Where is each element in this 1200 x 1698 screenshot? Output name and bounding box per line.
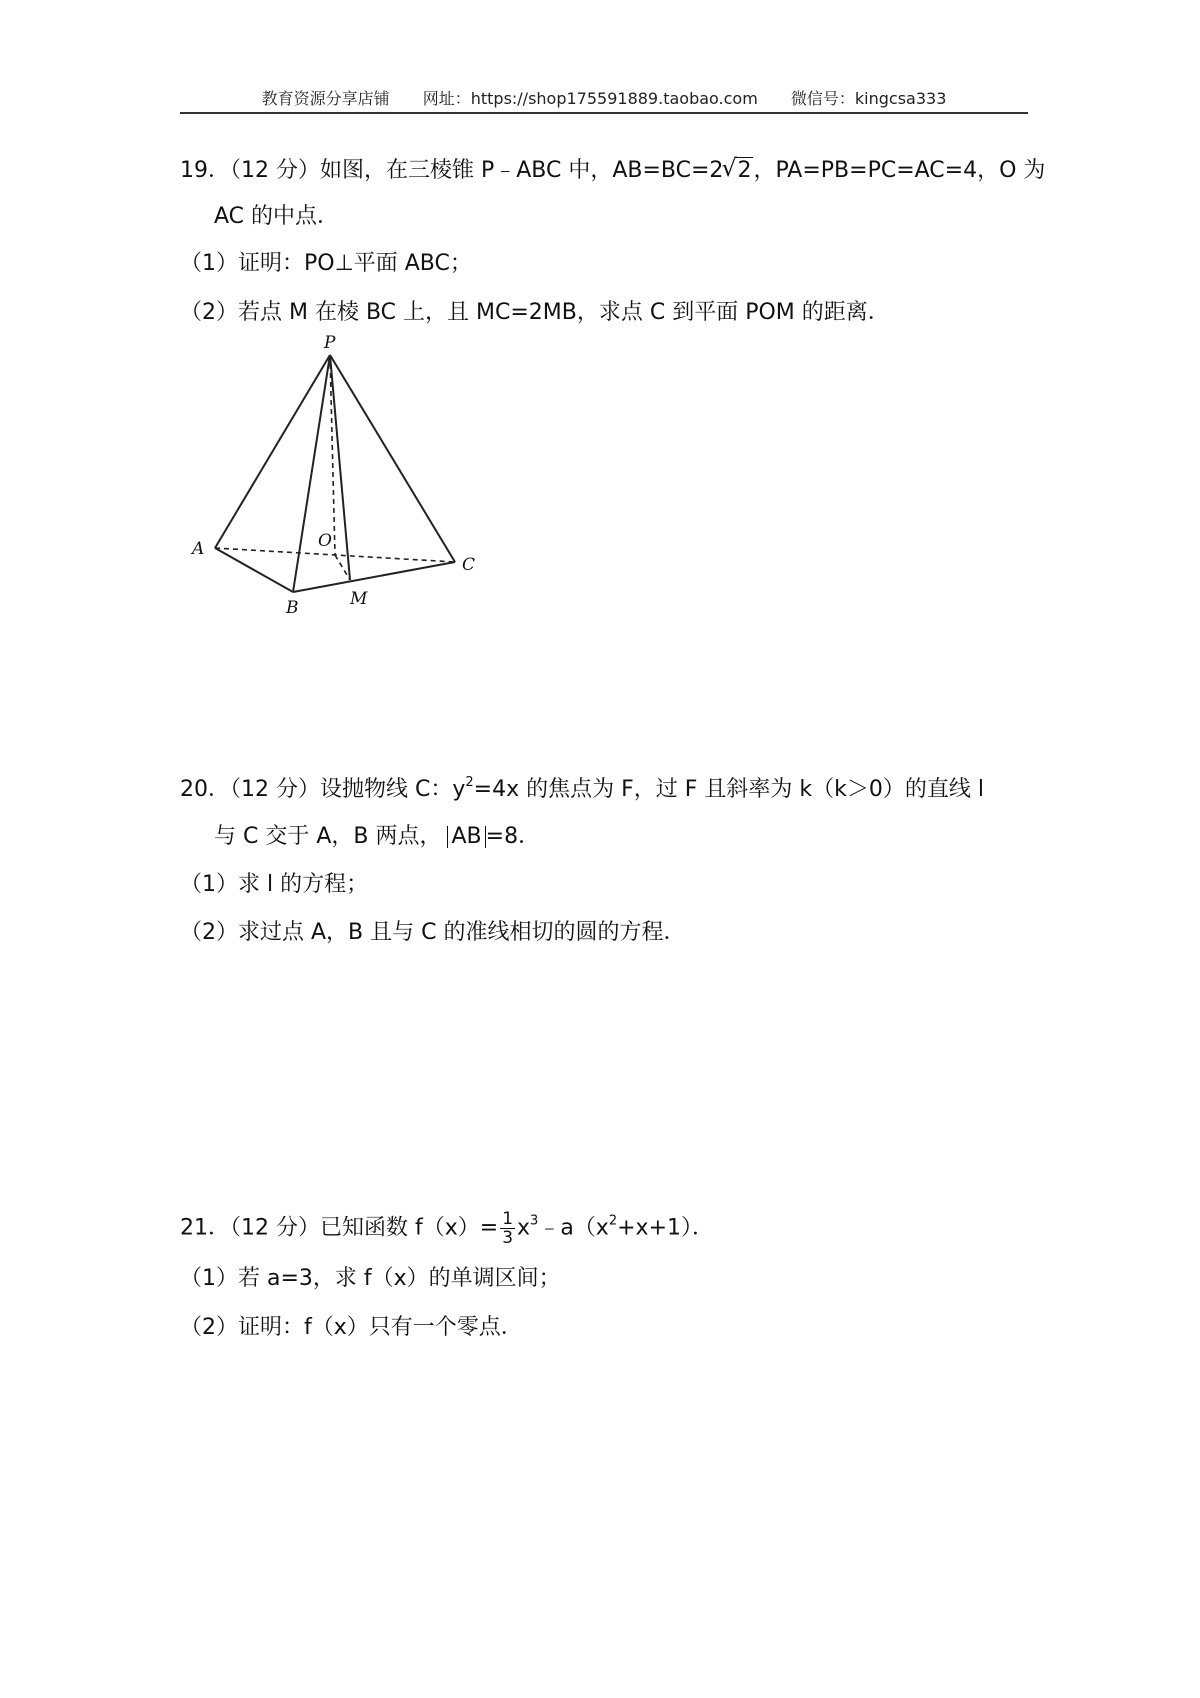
- q20-superscript: 2: [465, 775, 474, 790]
- q21-line1: [180, 1210, 714, 1247]
- q21-text-b: x: [517, 1215, 531, 1241]
- edge-bc: [293, 562, 455, 592]
- label-c: C: [462, 555, 476, 575]
- q21-superscript-1: 3: [530, 1213, 539, 1229]
- q19-text-a: 19．（12 分）如图，在三棱锥 P﹣ABC 中，AB=BC=2: [180, 158, 724, 183]
- edge-pb: [293, 355, 330, 592]
- edge-ab: [215, 548, 293, 592]
- label-o: O: [318, 531, 332, 551]
- q21-part1: （1）若 a=3，求 f（x）的单调区间；: [180, 1266, 561, 1291]
- q21-text-d: +x+1）．: [617, 1215, 715, 1241]
- q19-text-b: ，PA=PB=PC=AC=4，O 为: [753, 158, 1046, 183]
- q21-text-a: 21．（12 分）已知函数 f（x）=: [180, 1215, 499, 1241]
- pyramid-figure: [180, 330, 500, 620]
- page-header: [180, 86, 1028, 109]
- q19-part2: （2）若点 M 在棱 BC 上，且 MC=2MB，求点 C 到平面 POM 的距离．: [180, 300, 890, 325]
- fraction-denominator: 3: [502, 1228, 514, 1248]
- q21-superscript-2: 2: [608, 1213, 618, 1229]
- edge-pc: [330, 355, 455, 562]
- q19-line2: AC 的中点．: [214, 204, 340, 229]
- fraction-numerator: 1: [502, 1209, 514, 1229]
- q21-part2: （2）证明：f（x）只有一个零点．: [180, 1315, 523, 1340]
- edge-pa: [215, 355, 330, 548]
- label-b: B: [286, 598, 299, 618]
- sqrt-radicand: 2: [737, 158, 752, 183]
- q20-line1: [180, 775, 984, 805]
- fraction-one-third: [500, 1210, 515, 1247]
- q20-text-d: =8．: [485, 824, 541, 849]
- q20-text-c: 与 C 交于 A，B 两点，: [214, 824, 442, 849]
- q21-text-c: ﹣a（x: [538, 1215, 609, 1241]
- label-a: A: [192, 539, 205, 559]
- shop-url: 网址：https://shop175591889.taobao.com: [422, 89, 758, 108]
- sqrt-symbol: [723, 156, 753, 186]
- q19-part1: （1）证明：PO⊥平面 ABC；: [180, 251, 472, 276]
- q20-part1: （1）求 l 的方程；: [180, 872, 369, 897]
- q20-line2: [214, 822, 540, 852]
- q19-line1: [180, 156, 1045, 186]
- wechat-id: 微信号：kingcsa333: [790, 89, 947, 108]
- q20-text-a: 20．（12 分）设抛物线 C：y: [180, 777, 466, 802]
- q20-text-b: =4x 的焦点为 F，过 F 且斜率为 k（k＞0）的直线 l: [473, 777, 984, 802]
- header-rule: [180, 112, 1028, 114]
- shop-name: 教育资源分享店铺: [261, 89, 390, 108]
- abs-ab: AB: [447, 826, 485, 848]
- label-p: P: [324, 333, 336, 353]
- q20-part2: （2）求过点 A，B 且与 C 的准线相切的圆的方程．: [180, 920, 686, 945]
- label-m: M: [350, 589, 368, 609]
